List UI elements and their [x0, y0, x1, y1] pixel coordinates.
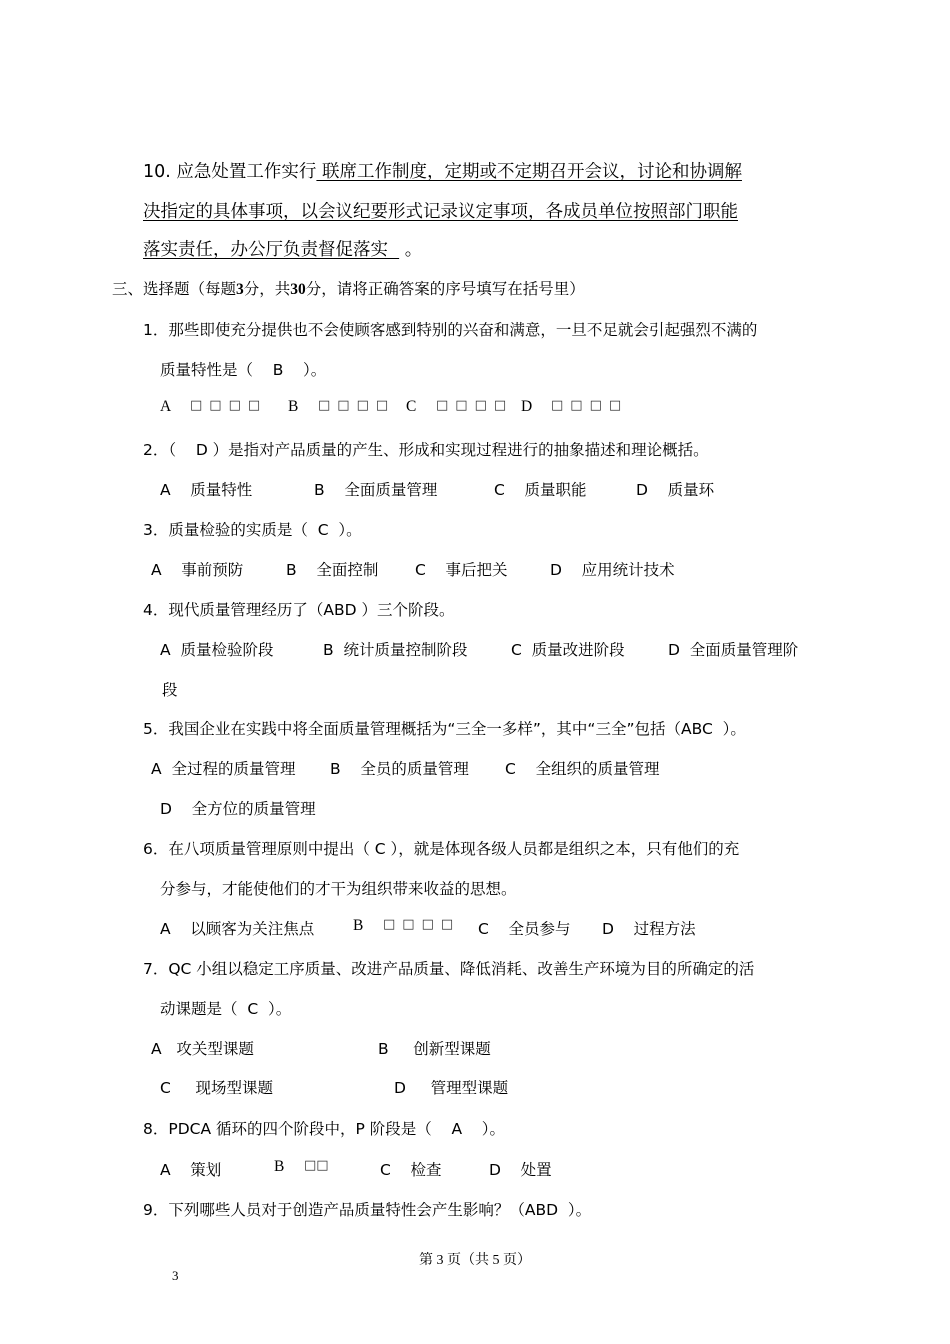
item10-line1: [143, 162, 742, 182]
q2-opt-c: C 质量职能: [494, 481, 587, 499]
section-text-a: 三、选择题（每题: [112, 280, 237, 298]
q6-opt-a: A 以顾客为关注焦点: [160, 920, 315, 938]
q4-opt-a: A 质量检验阶段: [160, 641, 274, 659]
item10-answer-line3: 落实责任，办公厅负责督促落实: [143, 240, 400, 260]
q3-line1: 3．质量检验的实质是（ C ）。: [143, 521, 362, 539]
q8-opt-b-letter: B: [274, 1158, 285, 1175]
q6-line1: 6．在八项质量管理原则中提出（ C ），就是体现各级人员都是组织之本，只有他们的充: [143, 840, 740, 858]
q1-opt-a-text: □□□□: [190, 398, 268, 413]
q5-opt-b: B 全员的质量管理: [330, 760, 469, 778]
q1-opt-d-letter: D: [521, 398, 533, 415]
q2-opt-d: D 质量环: [636, 481, 715, 499]
q7-opt-b: B 创新型课题: [378, 1040, 491, 1058]
q5-line1: 5．我国企业在实践中将全面质量管理概括为“三全一多样”，其中“三全”包括（ABC ）。: [143, 720, 746, 738]
item10-line3: [143, 240, 422, 260]
q1-opt-b-text: □□□□: [318, 398, 396, 413]
page-footer: 第 3 页（共 5 页）: [419, 1253, 531, 1268]
q1-opt-d-text: □□□□: [551, 398, 629, 413]
section-text-b: 分，共: [243, 280, 291, 298]
q7-opt-a: A 攻关型课题: [151, 1040, 254, 1058]
q3-opt-b: B 全面控制: [286, 561, 379, 579]
page-number: 3: [172, 1268, 179, 1283]
q8-opt-c: C 检查: [380, 1161, 442, 1179]
q1-opt-c-letter: C: [406, 398, 417, 415]
q1-line2: 质量特性是（ B ）。: [160, 361, 327, 379]
q6-opt-b-letter: B: [353, 917, 364, 934]
q8-opt-a: A 策划: [160, 1161, 222, 1179]
q4-opt-d: D 全面质量管理阶: [668, 641, 799, 659]
item10-end: 。: [399, 240, 423, 260]
q3-opt-a: A 事前预防: [151, 561, 244, 579]
q4-opt-b: B 统计质量控制阶段: [323, 641, 468, 659]
q5-opt-a: A 全过程的质量管理: [151, 760, 296, 778]
q4-line1: 4．现代质量管理经历了（ABD ）三个阶段。: [143, 601, 455, 619]
q6-line2: 分参与，才能使他们的才干为组织带来收益的思想。: [160, 880, 517, 898]
q2-opt-b: B 全面质量管理: [314, 481, 438, 499]
q9-line1: 9．下列哪些人员对于创造产品质量特性会产生影响？（ABD ）。: [143, 1201, 592, 1219]
q6-opt-d: D 过程方法: [602, 920, 696, 938]
item10-prefix: 10. 应急处置工作实行: [143, 162, 317, 182]
q1-line1: 1．那些即使充分提供也不会使顾客感到特别的兴奋和满意，一旦不足就会引起强烈不满的: [143, 321, 758, 339]
q5-opt-c: C 全组织的质量管理: [505, 760, 660, 778]
q8-opt-d: D 处置: [489, 1161, 552, 1179]
q7-line2: 动课题是（ C ）。: [160, 1000, 292, 1018]
q1-opt-c-text: □□□□: [436, 398, 514, 413]
q6-opt-b-text: □□□□: [383, 917, 461, 932]
item10-answer-line2: 决指定的具体事项，以会议纪要形式记录议定事项，各成员单位按照部门职能: [143, 202, 738, 222]
q7-opt-d: D 管理型课题: [394, 1079, 509, 1097]
q2-line1: 2．（ D ）是指对产品质量的产生、形成和实现过程进行的抽象描述和理论概括。: [143, 441, 709, 459]
q1-opt-a-letter: A: [160, 398, 172, 415]
item10-answer-line1: 联席工作制度，定期或不定期召开会议，讨论和协调解: [316, 162, 742, 182]
q8-line1: 8．PDCA 循环的四个阶段中，P 阶段是（ A ）。: [143, 1120, 506, 1138]
q3-opt-d: D 应用统计技术: [550, 561, 675, 579]
q5-opt-d: D 全方位的质量管理: [160, 800, 316, 818]
q4-opt-d-cont: 段: [162, 681, 178, 699]
q4-opt-c: C 质量改进阶段: [511, 641, 625, 659]
section-num-2: 30: [290, 281, 306, 298]
section-num-1: 3: [236, 281, 244, 298]
q1-opt-b-letter: B: [288, 398, 299, 415]
q6-opt-c: C 全员参与: [478, 920, 571, 938]
q7-opt-c: C 现场型课题: [160, 1079, 273, 1097]
section-header: [112, 277, 585, 299]
section-text-c: 分，请将正确答案的序号填写在括号里）: [305, 280, 585, 298]
q8-opt-b-text: □□: [304, 1158, 329, 1173]
q2-opt-a: A 质量特性: [160, 481, 253, 499]
q3-opt-c: C 事后把关: [415, 561, 508, 579]
q7-line1: 7．QC 小组以稳定工序质量、改进产品质量、降低消耗、改善生产环境为目的所确定的活: [143, 960, 755, 978]
